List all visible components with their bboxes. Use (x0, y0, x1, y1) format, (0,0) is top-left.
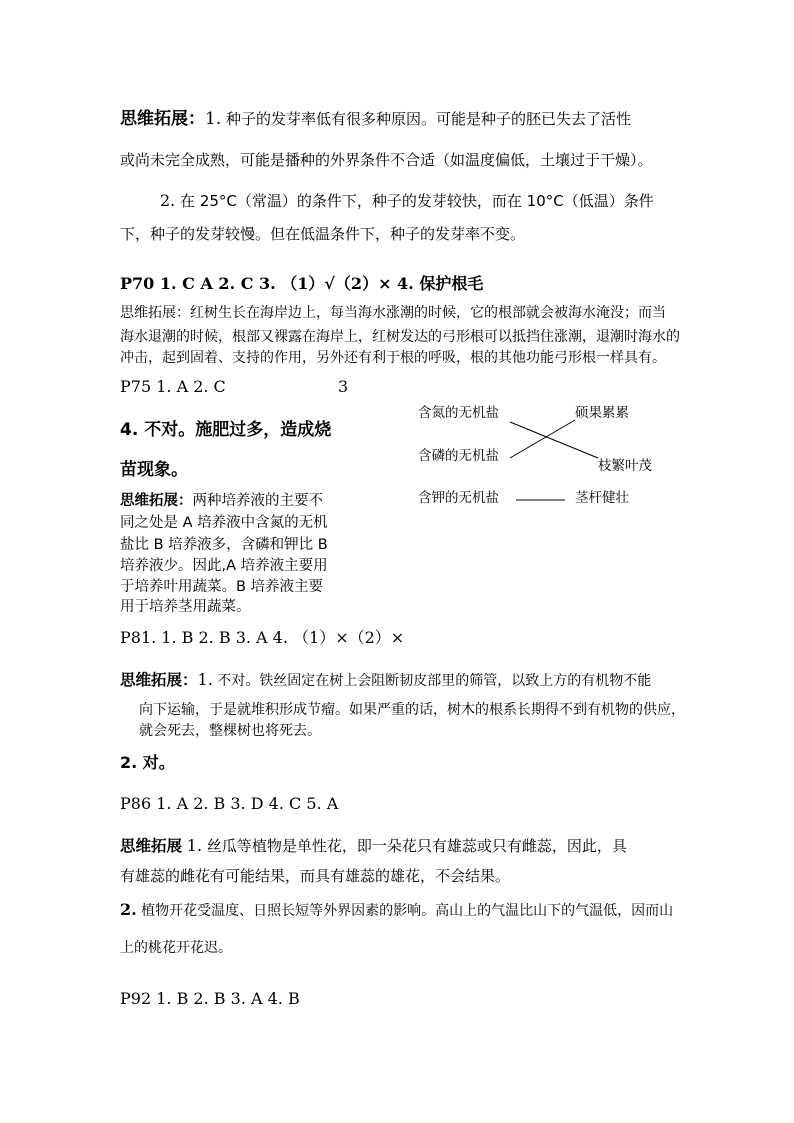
p86-expand2-line2: 上的桃花开花迟。 (120, 940, 232, 956)
p86-expand1-line2: 有雄蕊的雌花有可能结果，而具有雄蕊的雄花，不会结果。 (120, 867, 511, 885)
p86-expand-label: 思维拓展 (120, 837, 183, 855)
p75-expand-line5: 于培养叶用蔬菜。B 培养液主要 (120, 579, 324, 595)
p75-expand-line4: 培养液少。因此,A 培养液主要用 (120, 558, 328, 574)
p75-expand-line2: 同之处是 A 培养液中含氮的无机 (120, 515, 328, 531)
match-left-potassium: 含钾的无机盐 (418, 490, 499, 506)
p70-answers: P70 1. C A 2. C 3. （1）√（2）× 4. 保护根毛 (120, 274, 484, 293)
section1-heading: 思维拓展： (120, 109, 205, 129)
p75-expand-line3: 盐比 B 培养液多，含磷和钾比 B (120, 537, 328, 553)
p81-answers: P81. 1. B 2. B 3. A 4. （1）×（2）× (120, 628, 405, 647)
p75-q3: 3 (338, 377, 349, 396)
match-right-stem: 茎杆健壮 (575, 490, 629, 506)
match-right-fruit: 硕果累累 (575, 405, 629, 421)
p81-expand-label: 思维拓展： (120, 671, 198, 689)
p70-expand-line1: 思维拓展：红树生长在海岸边上，每当海水涨潮的时候，它的根部就会被海水淹没；而当 (120, 305, 666, 321)
match-left-nitrogen: 含氮的无机盐 (418, 405, 499, 421)
p86-expand2-line1: 2. 植物开花受温度、日照长短等外界因素的影响。高山上的气温比山下的气温低，因而山 (120, 900, 674, 919)
p75-expand-label: 思维拓展： (120, 493, 193, 509)
section1-expand-line2: 或尚未完全成熟，可能是播种的外界条件不合适（如温度偏低，土壤过于干燥）。 (120, 151, 653, 169)
p70-expand-line3: 冲击，起到固着、支持的作用，另外还有利于根的呼吸，根的其他功能弓形根一样具有。 (120, 350, 666, 366)
match-right-leaves: 枝繁叶茂 (598, 458, 652, 474)
p81-expand-line3: 就会死去，整棵树也将死去。 (139, 723, 321, 739)
p86-answers: P86 1. A 2. B 3. D 4. C 5. A (120, 794, 339, 813)
section1-expand-line4: 下，种子的发芽较慢。但在低温条件下，种子的发芽率不变。 (120, 225, 526, 243)
p81-q2: 2. 对。 (120, 753, 175, 772)
section1-expand-line1: 思维拓展：1. 种子的发芽率低有很多种原因。可能是种子的胚已失去了活性 (120, 109, 632, 129)
p70-expand-line2: 海水退潮的时候，根部又裸露在海岸上，红树发达的弓形根可以抵挡住涨潮，退潮时海水的 (120, 329, 680, 345)
p92-answers: P92 1. B 2. B 3. A 4. B (120, 989, 300, 1008)
p81-expand-line1: 思维拓展：1. 不对。铁丝固定在树上会阻断韧皮部里的筛管，以致上方的有机物不能 (120, 670, 652, 689)
p75-q4-line1: 4. 不对。施肥过多，造成烧 (120, 420, 332, 440)
match-left-phosphorus: 含磷的无机盐 (418, 448, 499, 464)
p75-expand-line6: 用于培养茎用蔬菜。 (120, 599, 251, 615)
p75-expand-line1: 思维拓展：两种培养液的主要不 (120, 493, 323, 509)
match-line-nitrogen (510, 422, 598, 458)
p75-answers: P75 1. A 2. C (120, 377, 226, 396)
p75-q4-line2: 苗现象。 (120, 460, 188, 480)
section1-expand-line3: 2. 在 25°C（常温）的条件下，种子的发芽较快，而在 10°C（低温）条件 (160, 191, 654, 210)
p86-expand1-line1: 思维拓展 1. 丝瓜等植物是单性花，即一朵花只有雄蕊或只有雌蕊，因此，具 (120, 836, 627, 855)
p81-expand-line2: 向下运输，于是就堆积形成节瘤。如果严重的话，树木的根系长期得不到有机物的供应， (139, 702, 685, 718)
